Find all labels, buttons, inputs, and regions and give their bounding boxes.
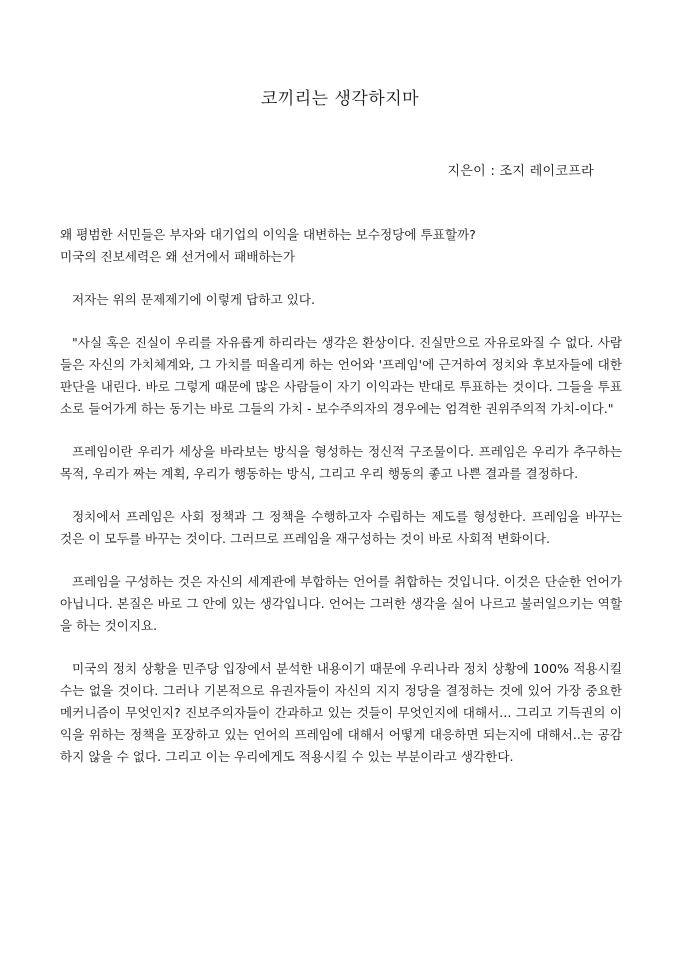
paragraph-6: 미국의 정치 상황을 민주당 입장에서 분석한 내용이기 때문에 우리나라 정치 상황에 100% 적용시킬 수는 없을 것이다. 그러나 기본적으로 유권자들이 자신의 지지 정당을 결정하는 것에 있어 가장 중요한 메커니즘이 무엇인지? 진보주의자들이 간과하고 있는 것들이 무엇인지에 대해서... 그리고 기득권의 이익을 위하는 정책을 포장하고 있는 언어의 프레임에 대해서 어떻게 대응하면 되는지에 대해서..는 공감하지 않을 수 없다. 그리고 이는 우리에게도 적용시킬 수 있는 부분이라고 생각한다. [60,661,622,764]
paragraph-3: 프레임이란 우리가 세상을 바라보는 방식을 형성하는 정신적 구조물이다. 프레임은 우리가 추구하는 목적, 우리가 짜는 계획, 우리가 행동하는 방식, 그리고 우리 행동의 좋고 나쁜 결과를 결정하다. [60,444,622,481]
paragraph-2: "사실 혹은 진실이 우리를 자유롭게 하리라는 생각은 환상이다. 진실만으로 자유로와질 수 없다. 사람들은 자신의 가치체계와, 그 가치를 떠올리게 하는 언어와 '프레임'에 근거하여 정치와 후보자들에 대한 판단을 내린다. 바로 그렇게 때문에 많은 사람들이 자기 이익과는 반대로 투표하는 것이다. 그들을 투표소로 들어가게 하는 동기는 바로 그들의 가치 - 보수주의자의 경우에는 엄격한 권위주의적 가치-이다." [60,335,622,416]
paragraph-1: 저자는 위의 문제제기에 이렇게 답하고 있다. [72,292,315,307]
author-line: 지은이 : 조지 레이코프라 [447,164,594,179]
document-title: 코끼리는 생각하지마 [260,89,420,109]
paragraph-4: 정치에서 프레임은 사회 정책과 그 정책을 수행하고자 수립하는 제도를 형성한다. 프레임을 바꾸는 것은 이 모두를 바꾸는 것이다. 그러므로 프레임을 재구성하는 것이 바로 사회적 변화이다. [60,509,622,546]
question-line-1: 왜 평범한 서민들은 부자와 대기업의 이익을 대변하는 보수정당에 투표할까? [60,227,476,242]
document-body [60,224,622,789]
paragraph-5: 프레임을 구성하는 것은 자신의 세계관에 부합하는 언어를 취합하는 것입니다. 이것은 단순한 언어가 아닙니다. 본질은 바로 그 안에 있는 생각입니다. 언어는 그러한 생각을 실어 나르고 불러일으키는 역할을 하는 것이지요. [60,574,622,633]
question-line-2: 미국의 진보세력은 왜 선거에서 패배하는가 [60,249,295,264]
